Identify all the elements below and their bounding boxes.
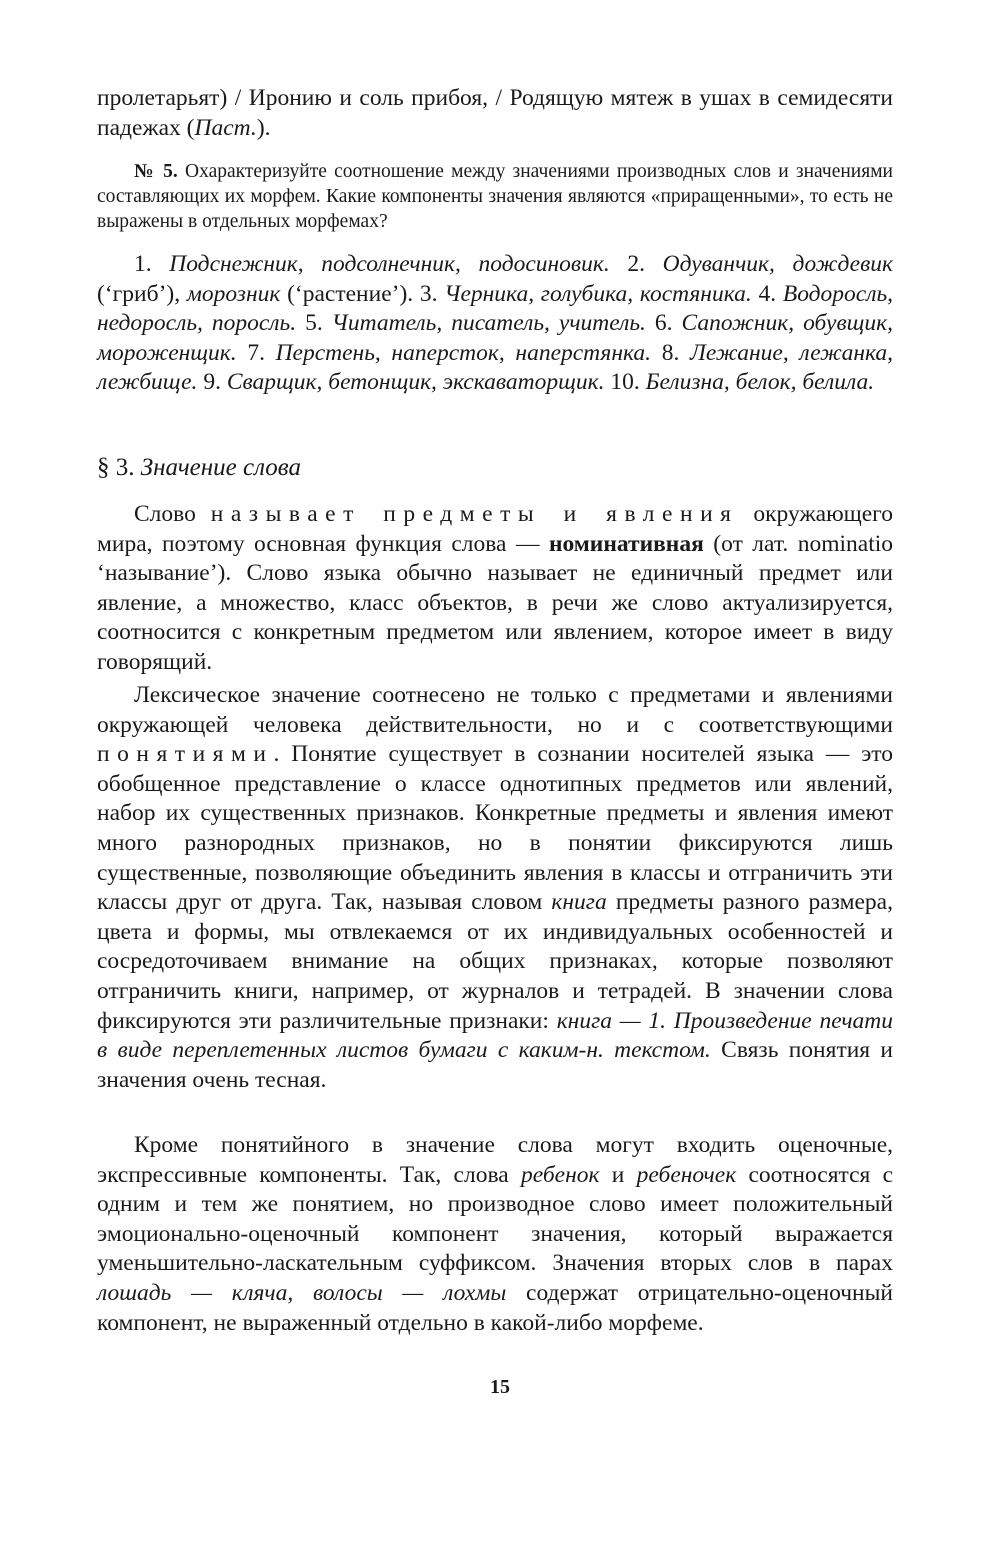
italic-term: книга	[551, 889, 607, 916]
quotation-source: Паст.	[194, 114, 257, 141]
exercise-number: № 5.	[134, 161, 178, 182]
paragraph-3	[97, 1131, 893, 1338]
item-words: Черника, голубика, костяника.	[444, 280, 752, 307]
text-run: . Понятие существует в сознании носителей языка — это обобщенное представление о классе однотипных предметов или явлений, набор их существенных признаков. Конкретные предметы и явления имеют много разнородных признаков, но в понятии фиксируются лишь существенные, позволяющие объединить явления в классы и отграничить эти классы друг от друга. Так, называя словом	[97, 741, 893, 916]
item-number: 8.	[661, 339, 680, 366]
item-words: Перстень, наперсток, наперстянка.	[275, 339, 652, 366]
item-number: 6.	[654, 310, 673, 337]
quotation-paragraph	[97, 84, 893, 143]
item-number: 7.	[247, 339, 265, 366]
body-paragraph	[97, 1131, 893, 1338]
dictionary-definition: книга — 1. Произведение печати в виде переплетенных листов бумаги с каким-н. текстом.	[97, 1007, 894, 1064]
item-words: Водоросль, недоросль, поросль.	[97, 280, 894, 337]
item-words: Читатель, писатель, учитель.	[331, 310, 646, 337]
body-paragraph	[97, 500, 893, 678]
item-words: морозник	[186, 280, 281, 307]
italic-term: ребеночек	[636, 1161, 737, 1188]
item-number: 10.	[610, 369, 640, 396]
text-run: (от лат. nominatio ‘называние’). Слово языка обычно называет не единичный предмет или явление, а множество, класс объектов, в речи же слово актуализируется, соотносится с конкретным предметом или явлением, которое имеет в виду говорящий.	[97, 530, 894, 675]
quotation-text: пролетарьят) / Иронию и соль прибоя, / Родящую мятеж в ушах в семидесяти падежах (	[97, 85, 893, 141]
italic-term: ребенок	[520, 1161, 600, 1188]
exercise-items	[97, 250, 893, 398]
item-number: 9.	[203, 369, 221, 396]
section-sign: § 3.	[97, 454, 135, 481]
exercise-5	[97, 159, 893, 234]
item-number: 1.	[134, 251, 152, 277]
item-words: Одуванчик, дождевик	[662, 251, 894, 277]
spaced-term: называет предметы и явления	[210, 501, 739, 527]
item-number: 2.	[627, 251, 646, 277]
item-words: Лежание, лежанка, лежбище.	[97, 339, 894, 396]
section-title-text: Значение слова	[140, 454, 301, 481]
text-run: Лексическое значение соотнесено не только с предметами и явлениями окружающей человека действительности, но и с соответствующими	[97, 682, 893, 738]
italic-term: лошадь — кляча, волосы — лохмы	[97, 1279, 507, 1306]
section-heading	[97, 452, 893, 484]
text-run: содержат отрицательно-оценочный компонент, не выраженный отдельно в какой-либо морфеме.	[97, 1279, 893, 1336]
paragraph-2	[97, 681, 893, 1095]
paragraph-1	[97, 500, 893, 678]
item-words: Сапожник, обувщик, мороженщик.	[97, 310, 894, 366]
item-words: Сварщик, бетонщик, экскаваторщик.	[226, 369, 605, 396]
item-number: 5.	[305, 310, 323, 337]
text-run: и	[611, 1161, 625, 1188]
page-number: 15	[490, 1376, 510, 1398]
item-gloss: (‘гриб’),	[97, 280, 181, 307]
item-gloss: (‘растение’).	[287, 280, 414, 307]
item-number: 4.	[758, 280, 777, 307]
text-run: Связь понятия и значения очень тесная.	[97, 1037, 893, 1093]
bold-term: номинативная	[548, 530, 704, 557]
quotation-tail: ).	[256, 114, 271, 141]
section-title	[97, 452, 893, 484]
exercise-items-paragraph	[97, 250, 893, 398]
text-run: окружающего мира, поэтому основная функция слова —	[97, 501, 893, 557]
exercise-instruction	[97, 159, 893, 234]
text-run: Кроме понятийного в значение слова могут входить оценочные, экспрессивные компоненты. Так, слова	[97, 1132, 893, 1188]
quotation-continuation	[97, 84, 893, 143]
body-paragraph	[97, 681, 893, 1095]
item-number: 3.	[419, 280, 438, 307]
exercise-instruction-text: Охарактеризуйте соотношение между значениями производных слов и значениями составляющих их морфем. Какие компоненты значения являются «приращенными», то есть не выражены в отдельных морфемах?	[97, 161, 893, 232]
item-words: Белизна, белок, белила.	[645, 369, 875, 396]
item-words: Подснежник, подсолнечник, подосиновик.	[169, 251, 610, 277]
spaced-term: понятиями	[97, 741, 274, 768]
text-run: соотносятся с одним и тем же понятием, но производное слово имеет положительный эмоционально-оценочный компонент значения, который выражается уменьшительно-ласкательным суффиксом. Значения вторых слов в парах	[97, 1161, 894, 1277]
text-run: предметы разного размера, цвета и формы, мы отвлекаемся от их индивидуальных особенностей и сосредоточиваем внимание на общих признаках, которые позволяют отграничить книги, например, от журналов и тетрадей. В значении слова фиксируются эти различительные признаки:	[97, 889, 893, 1034]
text-run: Слово	[134, 501, 196, 527]
